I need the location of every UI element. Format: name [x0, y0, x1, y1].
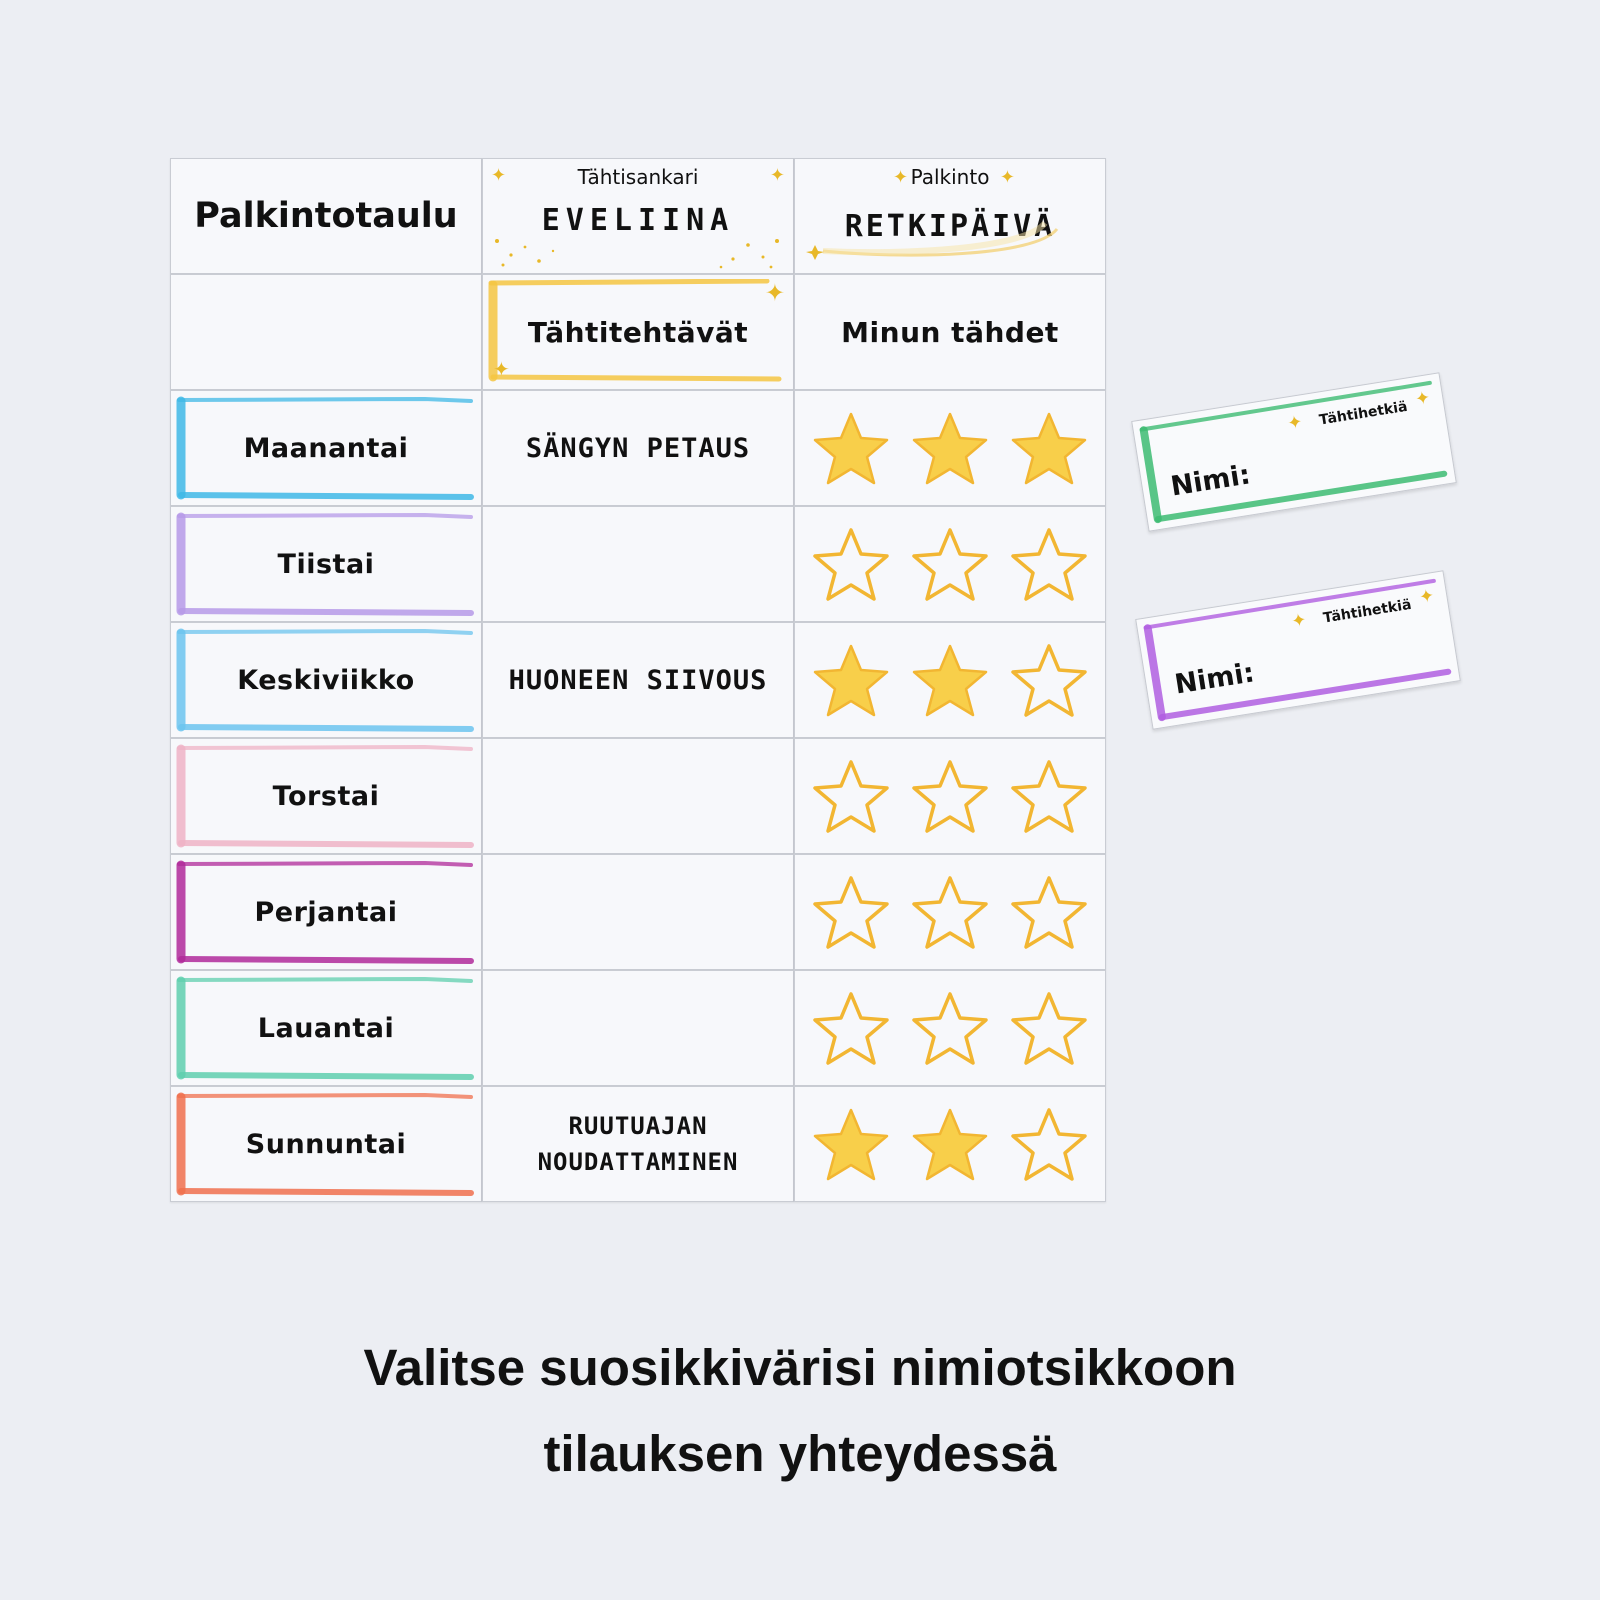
filled-star-icon[interactable]: [1009, 408, 1089, 488]
name-card-tag: Tähtihetkiä: [1322, 596, 1413, 627]
sparkle-icon: ✦: [769, 165, 785, 186]
task-card: [482, 622, 794, 738]
day-label: Torstai: [272, 780, 380, 812]
filled-star-icon[interactable]: [811, 1104, 891, 1184]
name-card-label: Nimi:: [1168, 459, 1253, 503]
empty-star-icon[interactable]: [811, 988, 891, 1068]
filled-star-icon[interactable]: [811, 408, 891, 488]
stars-card: [794, 854, 1106, 970]
task-card: [482, 738, 794, 854]
reward-card: [794, 158, 1106, 274]
stars-row: [811, 507, 1089, 621]
name-card-green: [1131, 372, 1457, 531]
sparkle-icon: ✦: [1417, 585, 1436, 609]
task-card: [482, 390, 794, 506]
name-card-purple: [1135, 570, 1461, 729]
day-label: Sunnuntai: [245, 1128, 407, 1160]
day-card: [170, 854, 482, 970]
hero-name: EVELIINA: [541, 203, 735, 238]
day-card: [170, 622, 482, 738]
stars-heading: Minun tähdet: [841, 315, 1059, 349]
sparkle-icon: ✦: [1289, 609, 1309, 633]
filled-star-icon[interactable]: [910, 408, 990, 488]
empty-star-icon[interactable]: [811, 524, 891, 604]
stars-heading-card: [794, 274, 1106, 390]
empty-star-icon[interactable]: [811, 756, 891, 836]
shooting-star-decoration: [795, 199, 1106, 274]
day-card: [170, 970, 482, 1086]
board-title: Palkintotaulu: [194, 196, 458, 236]
stars-card: [794, 390, 1106, 506]
stars-row: [811, 391, 1089, 505]
sparkle-icon: ✦: [1413, 387, 1432, 411]
sparkle-icon: ✦: [1285, 411, 1305, 435]
filled-star-icon[interactable]: [910, 1104, 990, 1184]
name-card-label: Nimi:: [1172, 657, 1257, 701]
task-label: HUONEEN SIIVOUS: [508, 664, 768, 696]
tasks-heading-card: [482, 274, 794, 390]
sparkle-icon: ✦: [493, 357, 510, 381]
stars-card: [794, 622, 1106, 738]
reward-name: RETKIPÄIVÄ: [844, 209, 1056, 244]
stars-row: [811, 739, 1089, 853]
day-label: Keskiviikko: [237, 664, 415, 696]
empty-star-icon[interactable]: [1009, 756, 1089, 836]
name-card-tag: Tähtihetkiä: [1318, 398, 1409, 429]
day-card: [170, 390, 482, 506]
stars-card: [794, 506, 1106, 622]
task-card: [482, 854, 794, 970]
stars-row: [811, 971, 1089, 1085]
empty-star-icon[interactable]: [1009, 988, 1089, 1068]
day-label: Maanantai: [243, 432, 409, 464]
sparkle-icon: ✦: [491, 165, 507, 186]
stars-row: [811, 1087, 1089, 1201]
hero-card: [482, 158, 794, 274]
empty-star-icon[interactable]: [910, 756, 990, 836]
filled-star-icon[interactable]: [910, 640, 990, 720]
task-label: SÄNGYN PETAUS: [525, 432, 751, 464]
board-title-card: [170, 158, 482, 274]
task-label: [483, 855, 793, 969]
task-card: [482, 1086, 794, 1202]
task-label: [483, 507, 793, 621]
stars-card: [794, 970, 1106, 1086]
empty-star-icon[interactable]: [1009, 524, 1089, 604]
stardust-decoration: [483, 229, 794, 273]
empty-star-icon[interactable]: [811, 872, 891, 952]
day-card: [170, 738, 482, 854]
caption-line-1: Valitse suosikkivärisi nimiotsikkoon: [363, 1339, 1237, 1396]
empty-star-icon[interactable]: [1009, 640, 1089, 720]
day-label: Perjantai: [254, 896, 398, 928]
empty-star-icon[interactable]: [910, 988, 990, 1068]
empty-star-icon[interactable]: [1009, 872, 1089, 952]
empty-card: [170, 274, 482, 390]
sparkle-icon: ✦: [893, 167, 909, 188]
sparkle-icon: ✦: [999, 167, 1015, 188]
task-label: RUUTUAJAN NOUDATTAMINEN: [537, 1112, 739, 1176]
sparkle-icon: ✦: [764, 279, 785, 307]
reward-heading: Palkinto: [910, 165, 990, 189]
empty-star-icon[interactable]: [910, 872, 990, 952]
task-card: [482, 970, 794, 1086]
stars-row: [811, 855, 1089, 969]
empty-star-icon[interactable]: [910, 524, 990, 604]
empty-star-icon[interactable]: [1009, 1104, 1089, 1184]
caption-line-2: tilauksen yhteydessä: [543, 1425, 1057, 1482]
stars-row: [811, 623, 1089, 737]
filled-star-icon[interactable]: [811, 640, 891, 720]
task-card: [482, 506, 794, 622]
day-label: Lauantai: [257, 1012, 395, 1044]
task-label: [483, 971, 793, 1085]
day-card: [170, 1086, 482, 1202]
day-label: Tiistai: [277, 548, 375, 580]
tasks-heading: Tähtitehtävät: [527, 315, 749, 349]
stars-card: [794, 738, 1106, 854]
day-card: [170, 506, 482, 622]
task-label: [483, 739, 793, 853]
stars-card: [794, 1086, 1106, 1202]
hero-heading: Tähtisankari: [577, 165, 699, 189]
